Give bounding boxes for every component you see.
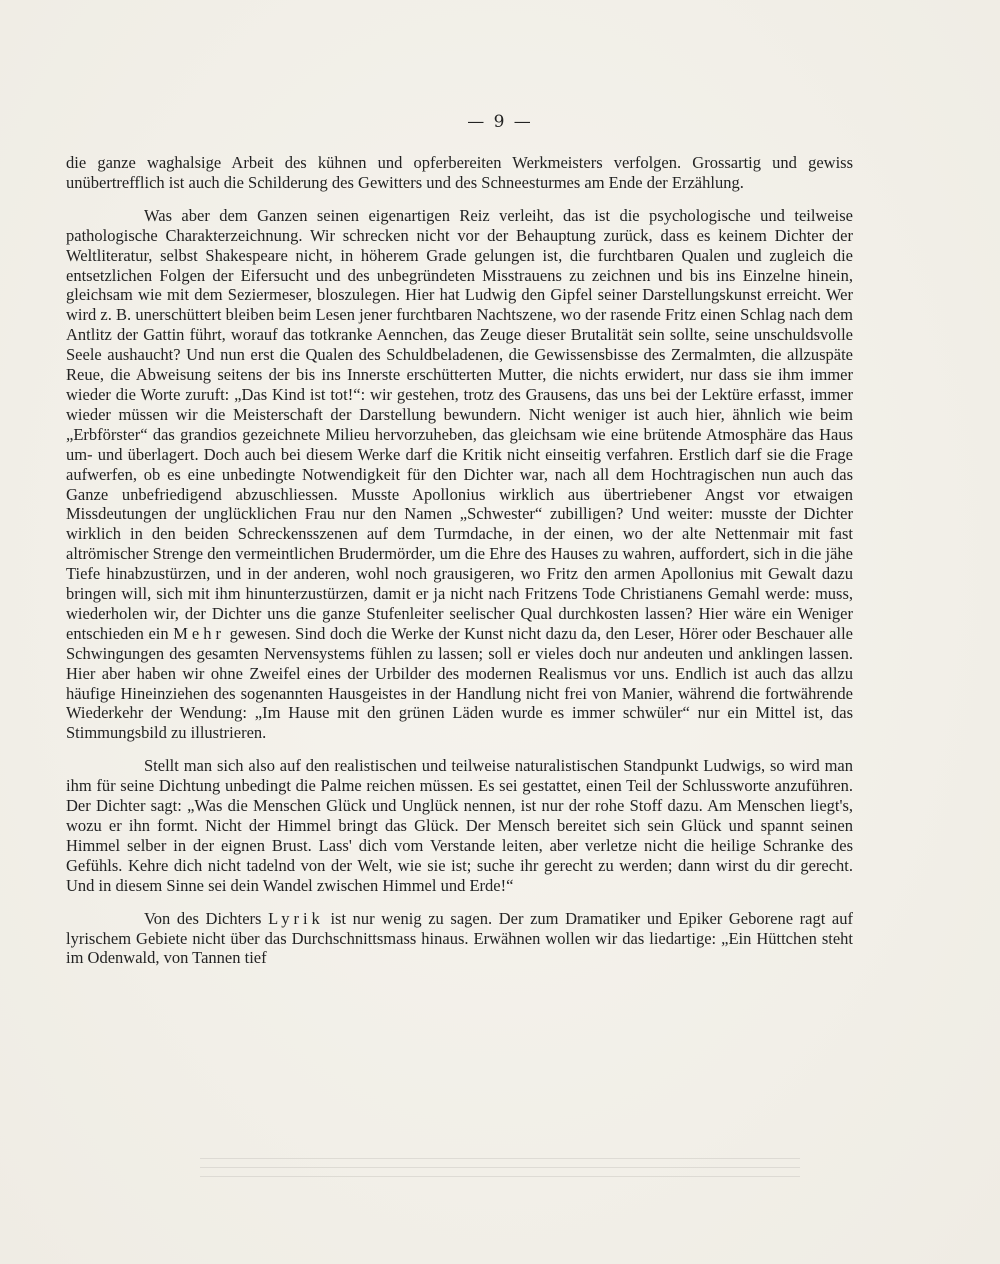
text-run: Was aber dem Ganzen seinen eigenartigen Reiz verleiht, das ist die psychologische und teilweise pathologische Charakterzeichnung. Wir schrecken nicht vor der Behauptung zurück, dass es keinem Dichter der Weltliteratur, selbst Shakespeare nicht, in höherem Grade gelungen ist, die furchtbaren Qualen und zugleich die entsetzlichen Folgen der Eifersucht und des unbegründeten Misstrauens zu zeichnen und bis ins Einzelne hinein, gleichsam wie mit dem Seziermeser, bloszulegen. Hier hat Ludwig den Gipfel seiner Darstellungskunst erreicht. Wer wird z. B. unerschüttert bleiben beim Lesen jener furchtbaren Nachtszene, wo der rasende Fritz einen Schlag nach dem Antlitz der Gattin führt, worauf das totkranke Aennchen, das Zeuge dieser Brutalität sein sollte, seine unschuldsvolle Seele aushaucht? Und nun erst die Qualen des Schuldbeladenen, die Gewissensbisse des Zermalmten, die allzuspäte Reue, die Abweisung seitens der bis ins Innerste erschütterten Mutter, die nichts erwidert, nur dass sie ihm immer wieder die Worte zuruft: „Das Kind ist tot!“: wir gestehen, trotz des Grausens, das uns bei der Lektüre erfasst, immer wieder müssen wir die Meisterschaft der Darstellung bewundern. Nicht weniger ist auch hier, ähnlich wie beim „Erbförster“ das grandios gezeichnete Milieu hervorzuheben, das gleichsam wie eine brütende Atmosphäre das Haus um- und überlagert. Doch auch bei diesem Werke darf die Kritik nicht einseitig verfahren. Erstlich darf sie die Frage aufwerfen, ob es eine unbedingte Notwendigkeit für den Dichter war, nach all dem Hochtragischen nun auch das Ganze unbefriedigend abzuschliessen. Musste Apollonius wirklich aus übertriebener Angst vor etwaigen Missdeutungen der unglücklichen Frau nur den Namen „Schwester“ zubilligen? Und weiter: musste der Dichter wirklich in den beiden Schreckensszenen auf dem Turmdache, in der einen, wo der alte Nettenmair mit fast altrömischer Strenge den vermeintlichen Brudermörder, um die Ehre des Hauses zu wahren, auffordert, sich in die jähe Tiefe hinabzustürzen, und in der anderen, wohl noch grausigeren, wo Fritz den armen Apollonius mit Gewalt dazu bringen will, sich mit ihm hinunterzustürzen, damit er ja nicht nach Fritzens Tode Christianens Gemahl werde: muss, wiederholen wir, der Dichter uns die ganze Stufenleiter seelischer Qual durchkosten lassen? Hier wäre ein Weniger entschieden ein <box>66 205 853 643</box>
bleed-through-marks <box>200 1158 800 1198</box>
text-run: Von des Dichters <box>144 908 269 928</box>
spaced-emphasis-text: Lyrik <box>268 908 324 928</box>
spaced-emphasis-text: Mehr <box>173 623 225 643</box>
text-run: die ganze waghalsige Arbeit des kühnen und opferbereiten Werkmeisters verfolgen. Grossartig und gewiss unübertrefflich ist auch die Schilderung des Gewitters und des Schneesturmes am Ende der Erzählung. <box>66 153 853 192</box>
text-run: ist nur wenig zu sagen. Der zum Dramatiker und Epiker Geborene ragt auf lyrischem Gebiete nicht über das Durchschnittsmass hinaus. Erwähnen wollen wir das liedartige: „Ein Hüttchen steht im Odenwald, von Tannen tief <box>66 908 853 968</box>
paragraph-closing-words <box>66 756 853 895</box>
paragraph-lyric <box>66 909 853 969</box>
body-text <box>66 153 853 968</box>
text-run: gewesen. Sind doch die Werke der Kunst nicht dazu da, den Leser, Hörer oder Beschauer alle Schwingungen des gesamten Nervensystems fühlen zu lassen; soll er vieles doch nur andeuten und anklingen lassen. Hier aber haben wir ohne Zweifel eines der Urbilder des modernen Realismus vor uns. Endlich ist auch das allzu häufige Hineinziehen des sogenannten Hausgeistes in der Handlung nicht frei von Manier, während die fortwährende Wiederkehr der Wendung: „Im Hause mit den grünen Läden wurde es immer schwüler“ nur ein Mittel ist, das Stimmungsbild zu illustrieren. <box>66 623 853 743</box>
text-run: Stellt man sich also auf den realistischen und teilweise naturalistischen Standpunkt Ludwigs, so wird man ihm für seine Dichtung unbedingt die Palme reichen müssen. Es sei gestattet, einen Teil der Schlussworte anzuführen. Der Dichter sagt: „Was die Menschen Glück und Unglück nennen, ist nur der rohe Stoff dazu. Am Menschen liegt's, wozu er ihn formt. Nicht der Himmel bringt das Glück. Der Mensch bereitet sich sein Glück und spannt seinen Himmel selber in der eignen Brust. Lass' dich vom Verstande leiten, aber verletze nicht die heilige Schranke des Gefühls. Kehre dich nicht tadelnd von der Welt, wie sie ist; suche ihr gerecht zu werden; dann wirst du dir gerecht. Und in diesem Sinne sei dein Wandel zwischen Himmel und Erde!“ <box>66 756 853 895</box>
paragraph-character-drawing <box>66 206 853 743</box>
paragraph-continuation <box>66 153 853 193</box>
page-number: — 9 — <box>467 112 533 132</box>
